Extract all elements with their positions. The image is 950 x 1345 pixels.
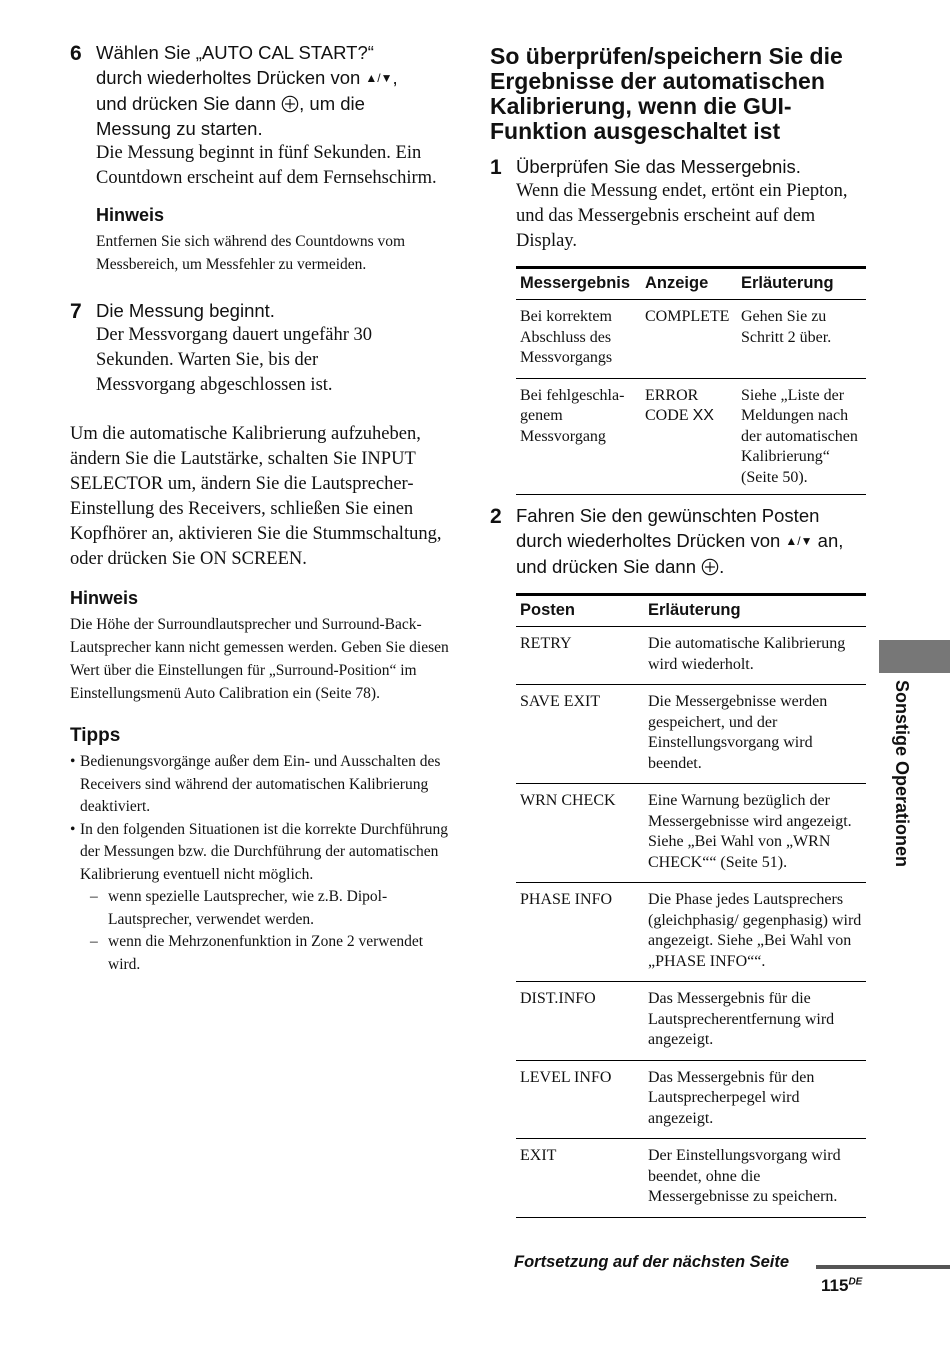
note-text: Die Höhe der Surroundlautsprecher und Surround-Back-Lautsprecher kann nicht gemessen werden. Geben Sie diesen Wert über die Einstellungen für „Surround-Position“ im Einstellungsmenü Auto Calibration ein (Seite 78).: [70, 616, 449, 702]
table-cell: DIST.INFO: [516, 982, 644, 1061]
list-item: – wenn spezielle Lautsprecher, wie z.B. Dipol-Lautsprecher, verwendet werden.: [90, 888, 388, 928]
table-cell: RETRY: [516, 627, 644, 685]
table-cell: Eine Warnung bezüglich der Messergebnisse wird angezeigt. Siehe „Bei Wahl von „WRN CHECK““ (Seite 51).: [644, 784, 866, 883]
bullet: •: [70, 820, 76, 838]
page-number: 115DE: [821, 1276, 863, 1295]
table-row: [516, 1139, 866, 1218]
step-body: Der Messvorgang dauert ungefähr 30 Sekunden. Warten Sie, bis der Messvorgang abgeschlossen ist.: [96, 325, 373, 395]
table-cell: Bei fehlgeschla- genem Messvorgang: [516, 378, 641, 495]
list-item: • In den folgenden Situationen ist die korrekte Durchführung der Messungen bzw. die Durchführung der automatischen Kalibrierung eventuell nicht möglich. – wenn spezielle Lautsprecher, wie z.B. Dipol-Lautsprecher, verwendet werden. – wenn die Mehrzonenfunktion in Zone 2 verwendet wird.: [70, 819, 450, 977]
list-item: – wenn die Mehrzonenfunktion in Zone 2 verwendet wird.: [90, 933, 424, 973]
table-cell: LEVEL INFO: [516, 1060, 644, 1139]
cancel-paragraph: Um die automatische Kalibrierung aufzuheben, ändern Sie die Lautstärke, schalten Sie INPUT SELECTOR um, ändern Sie die Lautsprecher-Einstellung des Receivers, schließen Sie einen Kopfhörer an, aktivieren Sie die Stummschaltung, oder drücken Sie ON SCREEN.: [70, 424, 442, 569]
table-header: Anzeige: [641, 268, 737, 300]
table-cell: Der Einstellungsvorgang wird beendet, ohne die Messergebnisse zu speichern.: [644, 1139, 866, 1218]
section-heading: So überprüfen/speichern Sie die Ergebnisse der automatischen Kalibrierung, wenn die GUI-Funktion ausgeschaltet ist: [490, 43, 843, 144]
table-cell: Gehen Sie zu Schritt 2 über.: [737, 300, 866, 379]
step-number: 1: [490, 156, 502, 179]
table-header: Erläuterung: [737, 268, 866, 300]
up-down-arrows-icon: ▲/▼: [365, 71, 393, 85]
note-title: Hinweis: [70, 588, 139, 608]
tips-list: [70, 751, 450, 976]
note-title: Hinweis: [96, 205, 165, 225]
continued-rule: [816, 1265, 950, 1269]
table-row: [516, 784, 866, 883]
sub-list: [80, 886, 450, 976]
step-number: 6: [70, 42, 82, 65]
bullet: •: [70, 753, 76, 770]
left-column: [70, 40, 450, 976]
note-text: Entfernen Sie sich während des Countdowns vom Messbereich, um Messfehler zu vermeiden.: [96, 233, 406, 273]
step-body: Die Messung beginnt in fünf Sekunden. Ein Countdown erscheint auf dem Fernsehschirm.: [96, 143, 437, 188]
step-2: [490, 503, 868, 579]
result-table: [516, 266, 866, 495]
table-cell: Das Messergebnis für den Lautsprecherpegel wird angezeigt.: [644, 1060, 866, 1139]
table-cell: Bei korrektem Abschluss des Messvorgangs: [516, 300, 641, 379]
step-heading: Wählen Sie „AUTO CAL START?“ durch wiederholtes Drücken von ▲/▼, und drücken Sie dann , um die Messung zu starten.: [96, 42, 398, 139]
table-header: Messergebnis: [516, 268, 641, 300]
table-cell: Die automatische Kalibrierung wird wiederholt.: [644, 627, 866, 685]
right-column: [490, 44, 868, 1218]
step-number: 7: [70, 300, 82, 323]
table-row: [516, 378, 866, 495]
step-body: Wenn die Messung endet, ertönt ein Piepton, und das Messergebnis erscheint auf dem Display.: [516, 181, 848, 251]
section-tab-marker: [879, 640, 950, 673]
table-row: [516, 883, 866, 982]
step-number: 2: [490, 505, 502, 528]
enter-button-icon: [281, 95, 299, 113]
section-side-label: Sonstige Operationen: [892, 680, 912, 868]
list-item: • Bedienungsvorgänge außer dem Ein- und Ausschalten des Receivers sind während der automatischen Kalibrierung deaktiviert.: [70, 753, 441, 815]
up-down-arrows-icon: ▲/▼: [785, 534, 813, 548]
table-header: Erläuterung: [644, 595, 866, 627]
table-cell: WRN CHECK: [516, 784, 644, 883]
table-row: [516, 300, 866, 379]
table-cell: Die Phase jedes Lautsprechers (gleichphasig/ gegenphasig) wird angezeigt. Siehe „Bei Wahl von „PHASE INFO““.: [644, 883, 866, 982]
table-row: [516, 1060, 866, 1139]
table-row: [516, 627, 866, 685]
tips-title: Tipps: [70, 725, 121, 746]
table-row: [516, 982, 866, 1061]
table-cell: Die Messergebnisse werden gespeichert, und der Einstellungsvorgang wird beendet.: [644, 685, 866, 784]
items-table: [516, 593, 866, 1218]
table-cell: Das Messergebnis für die Lautsprecherentfernung wird angezeigt.: [644, 982, 866, 1061]
step-heading: Überprüfen Sie das Messergebnis.: [516, 156, 801, 177]
table-header-row: [516, 595, 866, 627]
step-1: [490, 154, 868, 254]
table-header-row: [516, 268, 866, 300]
step-heading: Fahren Sie den gewünschten Posten durch wiederholtes Drücken von ▲/▼ an, und drücken Sie dann .: [516, 505, 844, 577]
table-cell: SAVE EXIT: [516, 685, 644, 784]
enter-button-icon: [701, 558, 719, 576]
step-6: [70, 40, 450, 276]
table-cell: Siehe „Liste der Meldungen nach der automatischen Kalibrierung“ (Seite 50).: [737, 378, 866, 495]
table-cell: EXIT: [516, 1139, 644, 1218]
step-heading: Die Messung beginnt.: [96, 300, 275, 321]
table-cell: COMPLETE: [641, 300, 737, 379]
continued-note: Fortsetzung auf der nächsten Seite: [514, 1253, 790, 1271]
table-cell: PHASE INFO: [516, 883, 644, 982]
table-header: Posten: [516, 595, 644, 627]
table-row: [516, 685, 866, 784]
step-7: [70, 298, 450, 398]
table-cell: ERROR CODE XX: [641, 378, 737, 495]
